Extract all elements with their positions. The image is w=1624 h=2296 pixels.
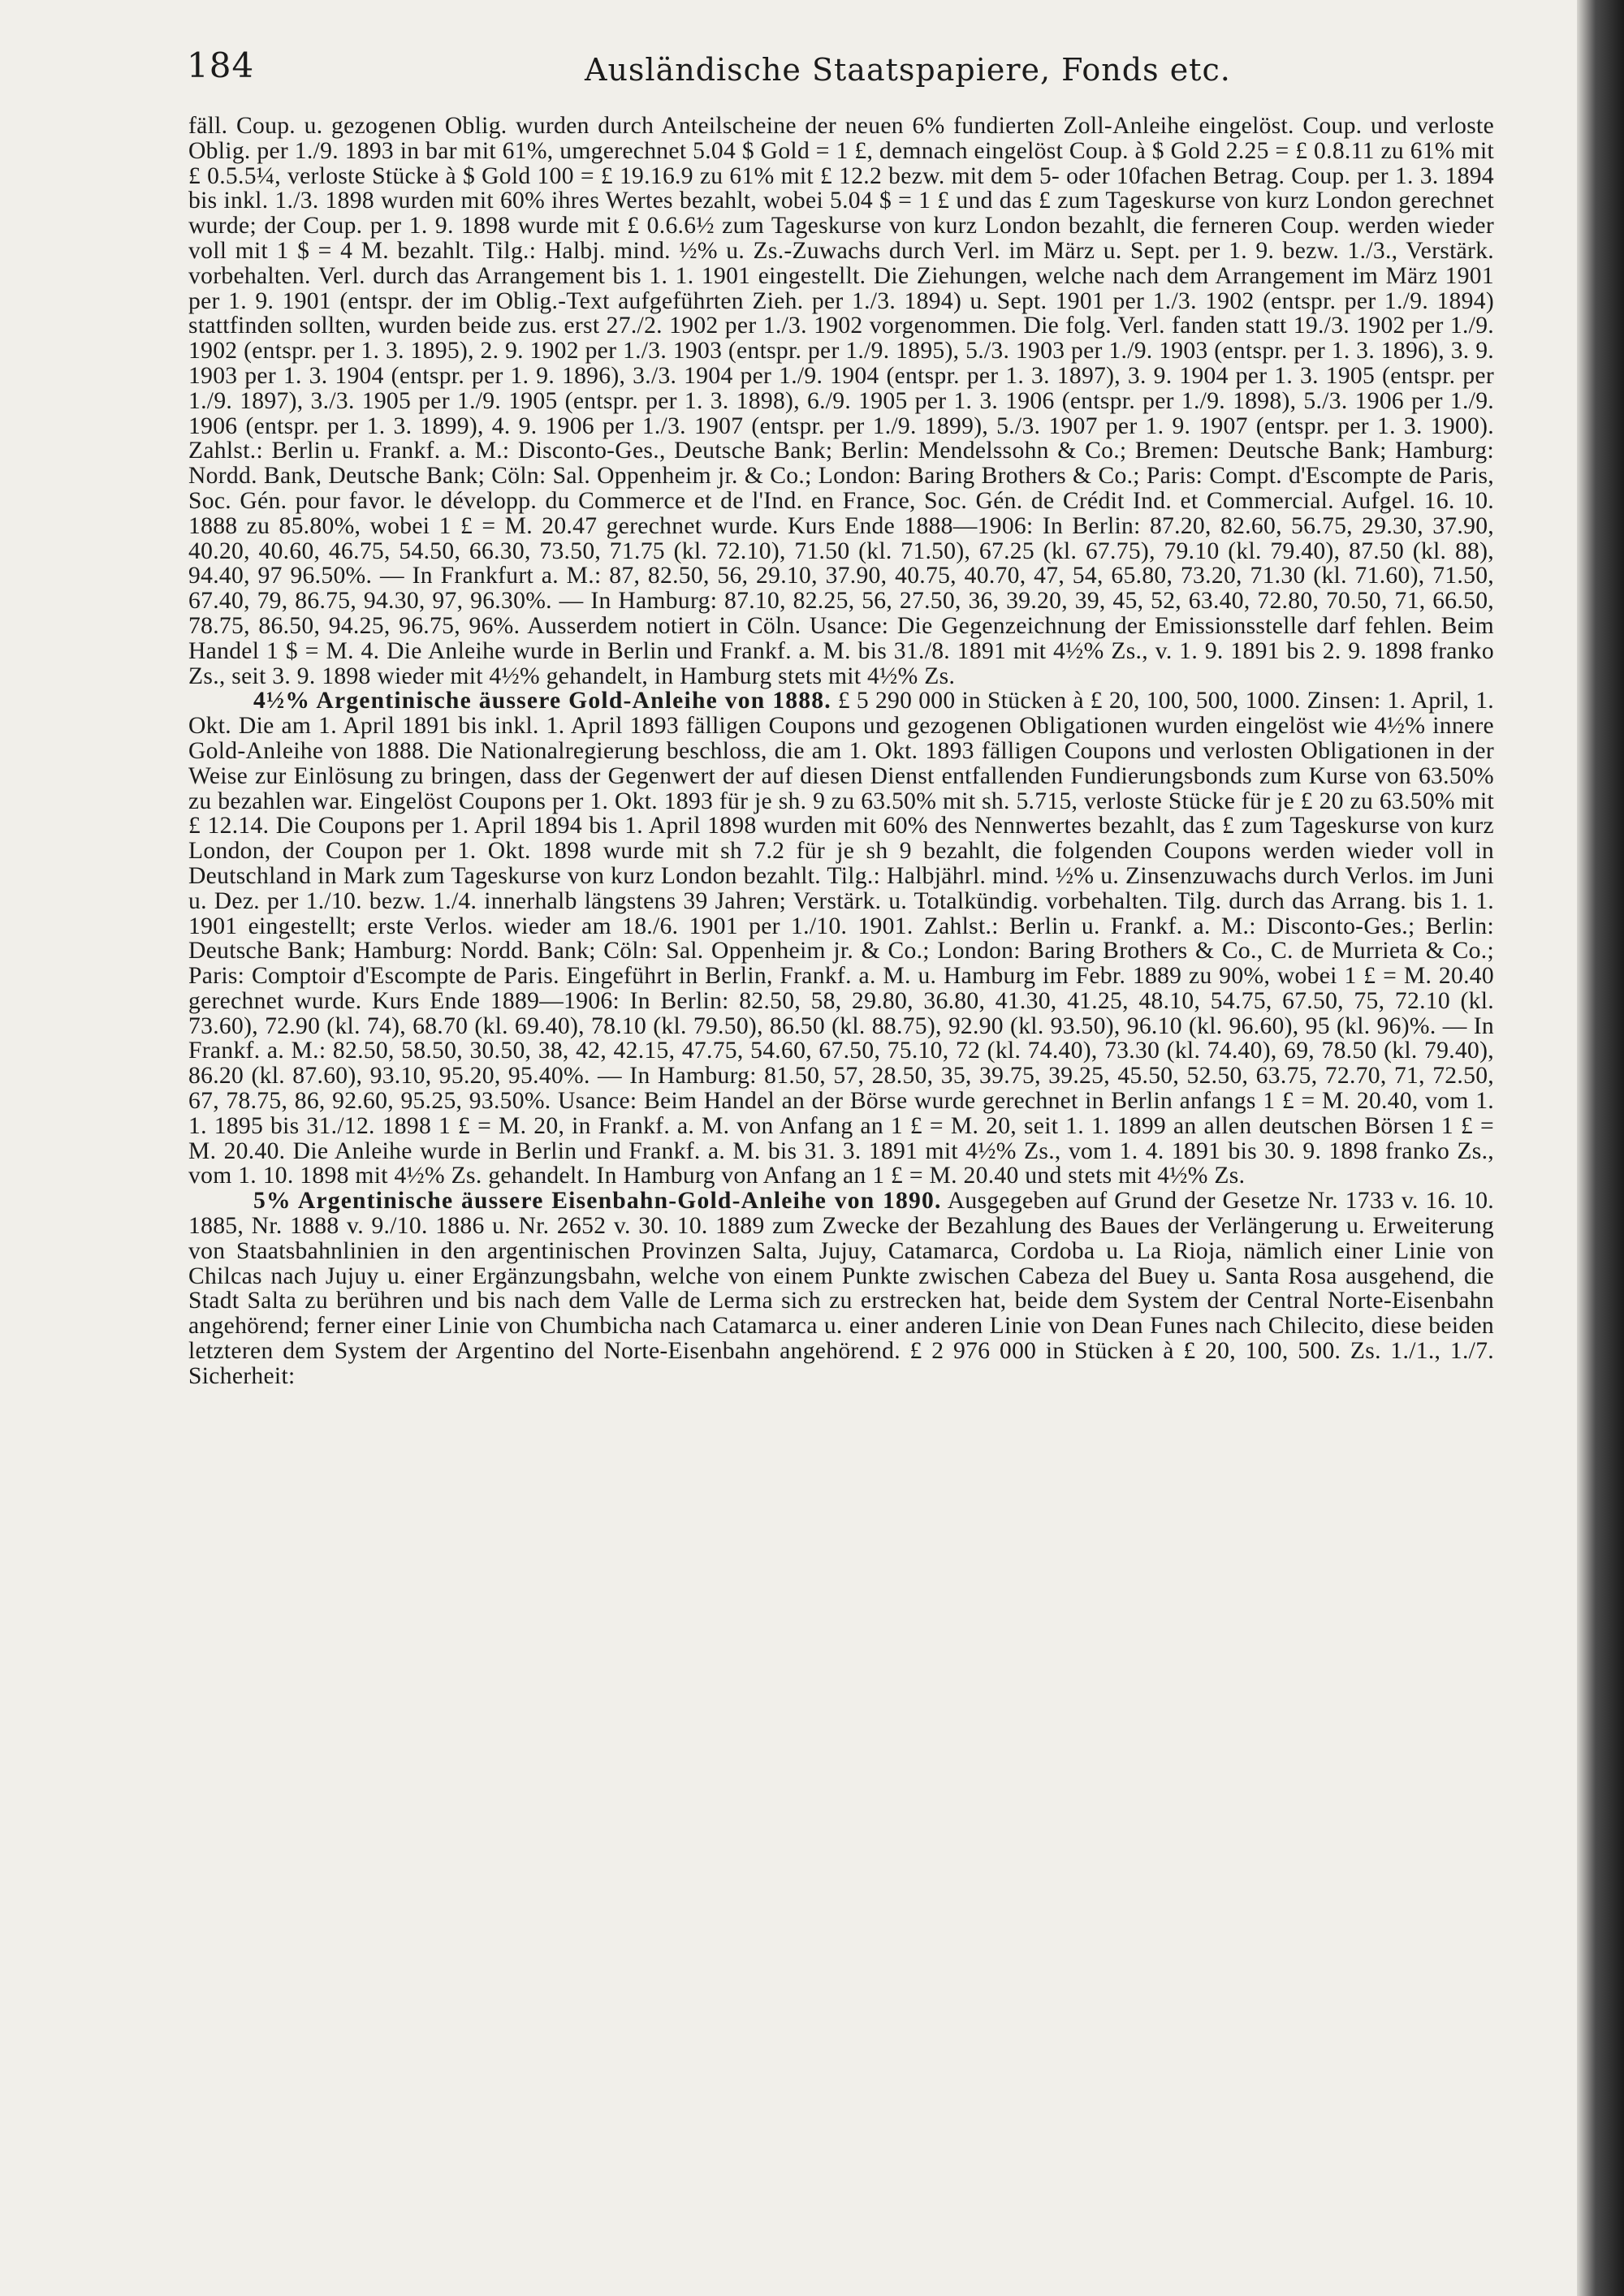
bond-title: 4½% Argentinische äussere Gold-Anleihe von 1888. xyxy=(253,688,831,714)
paragraph-text: fäll. Coup. u. gezogenen Oblig. wurden durch Anteilscheine der neuen 6% fundierten Zoll-Anleihe eingelöst. Coup. und verloste Oblig. per 1./9. 1893 in bar mit 61%, umgerechnet 5.04 $ Gold = 1 £, demnach eingelöst Coup. à $ Gold 2.25 = £ 0.8.11 zu 61% mit £ 0.5.5¼, verloste Stücke à $ Gold 100 = £ 19.16.9 zu 61% mit £ 12.2 bezw. mit dem 5- oder 10fachen Betrag. Coup. per 1. 3. 1894 bis inkl. 1./3. 1898 wurden mit 60% ihres Wertes bezahlt, wobei 5.04 $ = 1 £ und das £ zum Tageskurse von kurz London gerechnet wurde; der Coup. per 1. 9. 1898 wurde mit £ 0.6.6½ zum Tageskurse von kurz London bezahlt, die ferneren Coup. werden wieder voll mit 1 $ = 4 M. bezahlt. Tilg.: Halbj. mind. ½% u. Zs.-Zuwachs durch Verl. im März u. Sept. per 1. 9. bezw. 1./3., Verstärk. vorbehalten. Verl. durch das Arrangement bis 1. 1. 1901 eingestellt. Die Ziehungen, welche nach dem Arrangement im März 1901 per 1. 9. 1901 (entspr. der im Oblig.-Text aufgeführten Zieh. per 1./3. 1894) u. Sept. 1901 per 1./3. 1902 (entspr. per 1./9. 1894) stattfinden sollten, wurden beide zus. erst 27./2. 1902 per 1./3. 1902 vorgenommen. Die folg. Verl. fanden statt 19./3. 1902 per 1./9. 1902 (entspr. per 1. 3. 1895), 2. 9. 1902 per 1./3. 1903 (entspr. per 1./9. 1895), 5./3. 1903 per 1./9. 1903 (entspr. per 1. 3. 1896), 3. 9. 1903 per 1. 3. 1904 (entspr. per 1. 9. 1896), 3./3. 1904 per 1./9. 1904 (entspr. per 1. 3. 1897), 3. 9. 1904 per 1. 3. 1905 (entspr. per 1./9. 1897), 3./3. 1905 per 1./9. 1905 (entspr. per 1. 3. 1898), 6./9. 1905 per 1. 3. 1906 (entspr. per 1./9. 1898), 5./3. 1906 per 1./9. 1906 (entspr. per 1. 3. 1899), 4. 9. 1906 per 1./3. 1907 (entspr. per 1./9. 1899), 5./3. 1907 per 1. 9. 1907 (entspr. per 1. 3. 1900). Zahlst.: Berlin u. Frankf. a. M.: Disconto-Ges., Deutsche Bank; Berlin: Mendelssohn & Co.; Bremen: Deutsche Bank; Hamburg: Nordd. Bank, Deutsche Bank; Cöln: Sal. Oppenheim jr. & Co.; London: Baring Brothers & Co.; Paris: Compt. d'Escompte de Paris, Soc. Gén. pour favor. le développ. du Commerce et de l'Ind. en France, Soc. Gén. de Crédit Ind. et Commercial. Aufgel. 16. 10. 1888 zu 85.80%, wobei 1 £ = M. 20.47 gerechnet wurde. Kurs Ende 1888—1906: In Berlin: 87.20, 82.60, 56.75, 29.30, 37.90, 40.20, 40.60, 46.75, 54.50, 66.30, 73.50, 71.75 (kl. 72.10), 71.50 (kl. 71.50), 67.25 (kl. 67.75), 79.10 (kl. 79.40), 87.50 (kl. 88), 94.40, 97 96.50%. — In Frankfurt a. M.: 87, 82.50, 56, 29.10, 37.90, 40.75, 40.70, 47, 54, 65.80, 73.20, 71.30 (kl. 71.60), 71.50, 67.40, 79, 86.75, 94.30, 97, 96.30%. — In Hamburg: 87.10, 82.25, 56, 27.50, 36, 39.20, 39, 45, 52, 63.40, 72.80, 70.50, 71, 66.50, 78.75, 86.50, 94.25, 96.75, 96%. Ausserdem notiert in Cöln. Usance: Die Gegenzeichnung der Emissionsstelle darf fehlen. Beim Handel 1 $ = M. 4. Die Anleihe wurde in Berlin und Frankf. a. M. bis 31./8. 1891 mit 4½% Zs., v. 1. 9. 1891 bis 2. 9. 1898 franko Zs., seit 3. 9. 1898 wieder mit 4½% gehandelt, in Hamburg stets mit 4½% Zs. xyxy=(188,113,1494,689)
paragraph-railway-loan-1890 xyxy=(188,1189,1494,1388)
paragraph-text: £ 5 290 000 in Stücken à £ 20, 100, 500, 1000. Zinsen: 1. April, 1. Okt. Die am 1. April 1891 bis inkl. 1. April 1893 fälligen Coupons und gezogenen Obligationen wurden eingelöst wie 4½% innere Gold-Anleihe von 1888. Die Nationalregierung beschloss, die am 1. Okt. 1893 fälligen Coupons und verlosten Obligationen in der Weise zur Einlösung zu bringen, dass der Gegenwert der auf diesen Dienst entfallenden Fundierungsbonds zum Kurse von 63.50% zu bezahlen war. Eingelöst Coupons per 1. Okt. 1893 für je sh. 9 zu 63.50% mit sh. 5.715, verloste Stücke für je £ 20 zu 63.50% mit £ 12.14. Die Coupons per 1. April 1894 bis 1. April 1898 wurden mit 60% des Nennwertes bezahlt, das £ zum Tageskurse von kurz London, der Coupon per 1. Okt. 1898 wurde mit sh 7.2 für je sh 9 bezahlt, die folgenden Coupons werden wieder voll in Deutschland in Mark zum Tageskurse von kurz London bezahlt. Tilg.: Halbjährl. mind. ½% u. Zinsenzuwachs durch Verlos. im Juni u. Dez. per 1./10. bezw. 1./4. innerhalb längstens 39 Jahren; Verstärk. u. Totalkündig. vorbehalten. Tilg. durch das Arrang. bis 1. 1. 1901 eingestellt; erste Verlos. wieder am 18./6. 1901 per 1./10. 1901. Zahlst.: Berlin u. Frankf. a. M.: Disconto-Ges.; Berlin: Deutsche Bank; Hamburg: Nordd. Bank; Cöln: Sal. Oppenheim jr. & Co.; London: Baring Brothers & Co., C. de Murrieta & Co.; Paris: Comptoir d'Escompte de Paris. Eingeführt in Berlin, Frankf. a. M. u. Hamburg im Febr. 1889 zu 90%, wobei 1 £ = M. 20.40 gerechnet wurde. Kurs Ende 1889—1906: In Berlin: 82.50, 58, 29.80, 36.80, 41.30, 41.25, 48.10, 54.75, 67.50, 75, 72.10 (kl. 73.60), 72.90 (kl. 74), 68.70 (kl. 69.40), 78.10 (kl. 79.50), 86.50 (kl. 88.75), 92.90 (kl. 93.50), 96.10 (kl. 96.60), 95 (kl. 96)%. — In Frankf. a. M.: 82.50, 58.50, 30.50, 38, 42, 42.15, 47.75, 54.60, 67.50, 75.10, 72 (kl. 74.40), 73.30 (kl. 74.40), 69, 78.50 (kl. 79.40), 86.20 (kl. 87.60), 93.10, 95.20, 95.40%. — In Hamburg: 81.50, 57, 28.50, 35, 39.75, 39.25, 45.50, 52.50, 63.75, 72.70, 71, 72.50, 67, 78.75, 86, 92.60, 95.25, 93.50%. Usance: Beim Handel an der Börse wurde gerechnet in Berlin anfangs 1 £ = M. 20.40, vom 1. 1. 1895 bis 31./12. 1898 1 £ = M. 20, in Frankf. a. M. von Anfang an 1 £ = M. 20, seit 1. 1. 1899 an allen deutschen Börsen 1 £ = M. 20.40. Die Anleihe wurde in Berlin und Frankf. a. M. bis 31. 3. 1891 mit 4½% Zs., vom 1. 4. 1891 bis 30. 9. 1898 franko Zs., vom 1. 10. 1898 mit 4½% Zs. gehandelt. In Hamburg von Anfang an 1 £ = M. 20.40 und stets mit 4½% Zs. xyxy=(188,688,1494,1189)
paragraph-gold-loan-1888 xyxy=(188,688,1494,1189)
page-body xyxy=(188,114,1494,1389)
paragraph-continued xyxy=(188,114,1494,688)
page-number: 184 xyxy=(187,45,255,85)
paragraph-text: Ausgegeben auf Grund der Gesetze Nr. 1733 v. 16. 10. 1885, Nr. 1888 v. 9./10. 1886 u. Nr. 2652 v. 30. 10. 1889 zum Zwecke der Bezahlung des Baues der Verlängerung u. Erweiterung von Staatsbahnlinien in den argentinischen Provinzen Salta, Jujuy, Catamarca, Cordoba u. La Rioja, nämlich einer Linie von Chilcas nach Jujuy u. einer Ergänzungsbahn, welche von einem Punkte zwischen Cabeza del Buey u. Santa Rosa ausgehend, die Stadt Salta zu berühren und bis nach dem Valle de Lerma sich zu erstrecken hat, beide dem System der Central Norte-Eisenbahn angehörend; ferner einer Linie von Chumbicha nach Catamarca u. einer anderen Linie von Dean Funes nach Chilecito, diese beiden letzteren dem System der Argentino del Norte-Eisenbahn angehörend. £ 2 976 000 in Stücken à £ 20, 100, 500. Zs. 1./1., 1./7. Sicherheit: xyxy=(188,1188,1494,1389)
page-header xyxy=(187,39,1502,96)
bond-title: 5% Argentinische äussere Eisenbahn-Gold-Anleihe von 1890. xyxy=(253,1188,942,1215)
scan-edge xyxy=(1577,0,1624,2296)
running-title: Ausländische Staatspapiere, Fonds etc. xyxy=(585,52,1231,88)
